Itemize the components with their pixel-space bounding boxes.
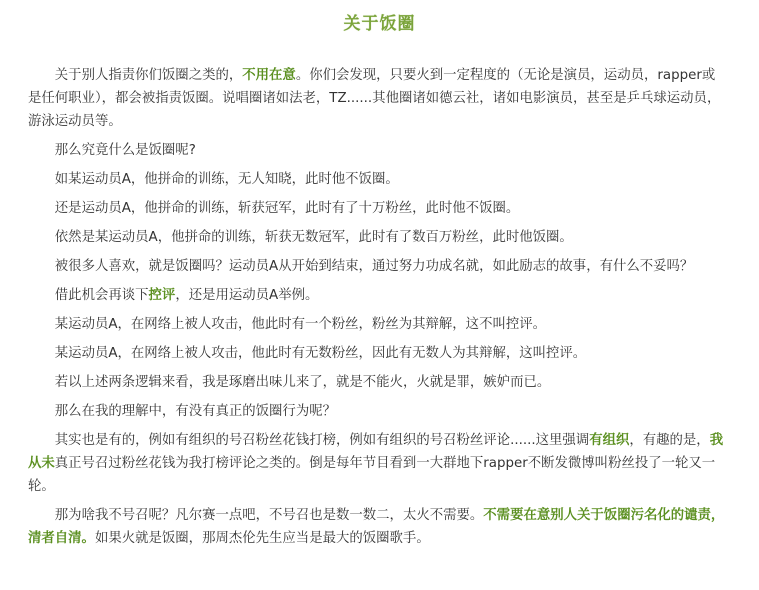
paragraph-text: 若以上述两条逻辑来看，我是琢磨出味儿来了，就是不能火，火就是罪，嫉妒而已。 [54,375,551,390]
highlighted-text: 控评 [148,288,176,303]
paragraph-text: 某运动员A，在网络上被人攻击，他此时有一个粉丝，粉丝为其辩解，这不叫控评。 [54,317,547,332]
paragraph-text: ，还是用运动员A举例。 [175,288,319,303]
highlighted-text: 我从未 [28,433,724,471]
paragraph-text: 那么在我的理解中，有没有真正的饭圈行为呢？ [54,404,336,419]
article-paragraph [28,313,728,336]
paragraph-text: 借此机会再谈下 [54,288,149,303]
article-body [28,64,728,556]
paragraph-text: 如果火就是饭圈，那周杰伦先生应当是最大的饭圈歌手。 [94,531,430,546]
article-paragraph [28,168,728,191]
paragraph-text: 真正号召过粉丝花钱为我打榜评论之类的。倒是每年节目看到一大群地下rapper不断发微博叫粉丝投了一轮又一轮。 [28,456,716,494]
article-paragraph [28,504,728,550]
highlighted-text: 不用在意 [242,68,296,83]
paragraph-text: 依然是某运动员A，他拼命的训练，斩获无数冠军，此时有了数百万粉丝，此时他饭圈。 [54,230,573,245]
article-paragraph [28,64,728,133]
paragraph-text: 如某运动员A，他拼命的训练，无人知晓，此时他不饭圈。 [54,172,399,187]
paragraph-text: 某运动员A，在网络上被人攻击，他此时有无数粉丝，因此有无数人为其辩解，这叫控评。 [54,346,587,361]
article-paragraph [28,226,728,249]
paragraph-text: 其实也是有的，例如有组织的号召粉丝花钱打榜，例如有组织的号召粉丝评论......这里强调 [54,433,590,448]
article-paragraph [28,371,728,394]
article-paragraph [28,139,728,162]
paragraph-text: 还是运动员A，他拼命的训练，斩获冠军，此时有了十万粉丝，此时他不饭圈。 [54,201,520,216]
paragraph-text: 。你们会发现，只要火到一定程度的（无论是演员，运动员，rapper或是任何职业），都会被指责饭圈。说唱圈诸如法老，TZ......其他圈诸如德云社，诸如电影演员，甚至是乒乓球运动员，游泳运动员等。 [28,68,721,129]
article-paragraph [28,429,728,498]
highlighted-text: 不需要在意别人关于饭圈污名化的谴责，清者自清。 [28,508,725,546]
paragraph-text: 那为啥我不号召呢？凡尔赛一点吧，不号召也是数一数二，太火不需要。 [54,508,484,523]
paragraph-text: 关于别人指责你们饭圈之类的， [54,68,243,83]
highlighted-text: 有组织 [589,433,630,448]
article-paragraph [28,342,728,365]
article-paragraph [28,284,728,307]
paragraph-text: 那么究竟什么是饭圈呢? [54,143,196,158]
article-paragraph [28,197,728,220]
paragraph-text: ，有趣的是， [629,433,710,448]
article-paragraph [28,400,728,423]
article-paragraph [28,255,728,278]
article-title: 关于饭圈 [343,14,416,34]
paragraph-text: 被很多人喜欢，就是饭圈吗？运动员A从开始到结束，通过努力功成名就，如此励志的故事，有什么不妥吗？ [54,259,694,274]
